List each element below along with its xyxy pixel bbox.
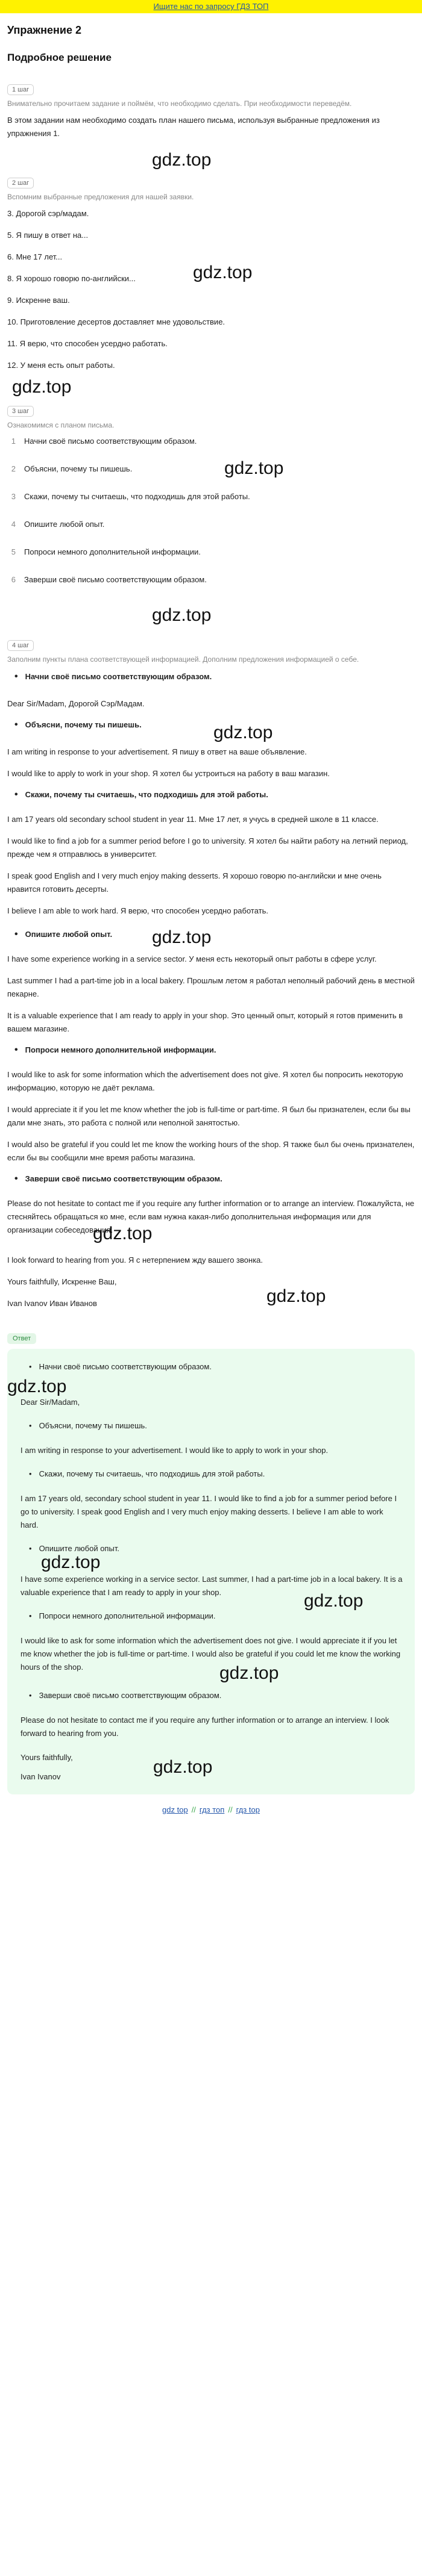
plan-point bbox=[29, 1610, 403, 1622]
plan-item bbox=[7, 574, 415, 586]
search-banner-link[interactable]: Ищите нас по запросу ГДЗ ТОП bbox=[153, 2, 269, 11]
plan-point-text: Попроси немного дополнительной информации. bbox=[39, 1611, 216, 1620]
step-badge: 1 шаг bbox=[7, 84, 34, 95]
plan-item-text: Попроси немного дополнительной информации. bbox=[24, 547, 201, 556]
list-item-text: 8. Я хорошо говорю по-английски... bbox=[7, 274, 136, 283]
watermark: gdz.top bbox=[213, 723, 273, 742]
plan-item bbox=[7, 518, 415, 530]
watermark: gdz.top bbox=[152, 927, 212, 947]
paragraph bbox=[7, 1286, 415, 1310]
plan-item-number: 4 bbox=[11, 520, 16, 529]
plan-point bbox=[29, 1690, 403, 1702]
paragraph: I would like to find a job for a summer period before I go to university. Я хотел бы найти работу на летний период, прежде чем я отправлюсь в университет. bbox=[7, 836, 408, 859]
plan-item-number: 1 bbox=[11, 437, 16, 446]
paragraph: I have some experience working in a service sector. У меня есть некоторый опыт работы в сфере услуг. bbox=[7, 954, 377, 963]
list-item: 10. Приготовление десертов доставляет мне удовольствие. bbox=[7, 317, 225, 326]
plan-point-text: Скажи, почему ты считаешь, что подходишь для этой работы. bbox=[39, 1469, 265, 1478]
step-text: В этом задании нам необходимо создать план нашего письма, используя выбранные предложения из упражнения 1. bbox=[7, 116, 380, 138]
plan-point-text: Объясни, почему ты пишешь. bbox=[39, 1421, 147, 1430]
plan-point-text: Начни своё письмо соответствующим образом. bbox=[25, 672, 212, 681]
footer-link[interactable]: gdz top bbox=[162, 1805, 188, 1814]
watermark: gdz.top bbox=[93, 1224, 153, 1243]
paragraph: Last summer I had a part-time job in a local bakery. Прошлым летом я работал неполный рабочий день в местной пекарне. bbox=[7, 976, 415, 998]
paragraph: Dear Sir/Madam, bbox=[20, 1398, 80, 1407]
watermark-row bbox=[7, 1224, 415, 1254]
plan-point-text: Объясни, почему ты пишешь. bbox=[25, 720, 142, 729]
bullet-icon: • bbox=[14, 789, 18, 800]
plan-point bbox=[29, 1468, 403, 1480]
paragraph: I am writing in response to your advertisement. Я пишу в ответ на ваше объявление. bbox=[7, 747, 307, 756]
paragraph: I believe I am able to work hard. Я верю, что способен усердно работать. bbox=[7, 906, 269, 915]
bullet-icon: • bbox=[29, 1469, 32, 1478]
watermark: gdz.top bbox=[7, 1377, 67, 1396]
list-item: 3. Дорогой сэр/мадам. bbox=[7, 209, 89, 218]
watermark: gdz.top bbox=[12, 377, 72, 397]
step-hint: Заполним пункты плана соответствующей информацией. Дополним предложения информацией о себе. bbox=[7, 655, 359, 664]
watermark-row bbox=[7, 377, 415, 401]
bullet-icon: • bbox=[14, 929, 18, 939]
paragraph: I speak good English and I very much enjoy making desserts. Я хорошо говорю по-английски и мне очень нравится готовить десерты. bbox=[7, 871, 382, 894]
step-hint: Внимательно прочитаем задание и поймём, что необходимо сделать. При необходимости переведём. bbox=[7, 99, 352, 108]
list-item: 11. Я верю, что способен усердно работать. bbox=[7, 339, 168, 348]
bullet-icon: • bbox=[29, 1544, 32, 1553]
plan-point bbox=[14, 1173, 415, 1185]
plan-point bbox=[14, 927, 415, 947]
paragraph bbox=[20, 1573, 403, 1611]
plan-item-number: 6 bbox=[11, 575, 16, 584]
plan-item bbox=[7, 491, 415, 503]
paragraph: I am writing in response to your advertisement. I would like to apply to work in your shop. bbox=[20, 1446, 329, 1455]
plan-point-text: Опишите любой опыт. bbox=[25, 930, 113, 939]
bullet-icon: • bbox=[14, 1045, 18, 1055]
paragraph: I am 17 years old secondary school student in year 11. Мне 17 лет, я учусь в средней школе в 11 классе. bbox=[7, 815, 379, 824]
bullet-icon: • bbox=[29, 1691, 32, 1700]
watermark-row bbox=[7, 1377, 403, 1396]
plan-item-text: Опишите любой опыт. bbox=[24, 520, 105, 529]
plan-item bbox=[7, 435, 415, 447]
paragraph-text: I have some experience working in a service sector. Last summer, I had a part-time job in a local bakery. It is a valuable experience that I am ready to apply in your shop. bbox=[20, 1575, 403, 1597]
bullet-icon: • bbox=[29, 1611, 32, 1620]
paragraph: I would like to apply to work in your shop. Я хотел бы устроиться на работу в ваш магазин. bbox=[7, 769, 330, 778]
paragraph: I would also be grateful if you could let me know the working hours of the shop. Я также был бы очень признателен, если бы вы сообщили мне время работы магазина. bbox=[7, 1140, 415, 1162]
plan-point-text: Заверши своё письмо соответствующим образом. bbox=[39, 1691, 222, 1700]
watermark: gdz.top bbox=[41, 1552, 101, 1572]
step-badge: 3 шаг bbox=[7, 406, 34, 417]
page-title: Упражнение 2 bbox=[7, 24, 81, 36]
watermark: gdz.top bbox=[304, 1591, 364, 1611]
list-item: 5. Я пишу в ответ на... bbox=[7, 231, 89, 240]
paragraph-text: I would like to ask for some information which the advertisement does not give. I would appreciate it if you let me know whether the job is full-time or part-time. I would also be grateful if you could let me know the working hours of the shop. bbox=[20, 1636, 401, 1672]
paragraph bbox=[20, 1634, 403, 1683]
plan-point bbox=[29, 1543, 403, 1572]
plan-item bbox=[7, 458, 415, 478]
paragraph-text: Ivan Ivanov Иван Иванов bbox=[7, 1299, 97, 1308]
answer-box bbox=[7, 1349, 415, 1794]
plan-point bbox=[14, 719, 415, 742]
list-item: 12. У меня есть опыт работы. bbox=[7, 361, 115, 370]
paragraph: Yours faithfully, bbox=[20, 1753, 73, 1762]
answer-badge: Ответ bbox=[7, 1333, 36, 1344]
step-hint: Вспомним выбранные предложения для нашей заявки. bbox=[7, 193, 194, 201]
step-hint: Ознакомимся с планом письма. bbox=[7, 421, 115, 429]
plan-point-text: Начни своё письмо соответствующим образом. bbox=[39, 1362, 212, 1371]
step-badge: 4 шаг bbox=[7, 640, 34, 651]
footer-link[interactable]: гдз top bbox=[236, 1805, 260, 1814]
plan-item-text: Начни своё письмо соответствующим образом. bbox=[24, 437, 197, 446]
plan-item-number: 3 bbox=[11, 492, 16, 501]
content bbox=[0, 24, 422, 1822]
watermark-row bbox=[7, 149, 415, 173]
bullet-icon: • bbox=[14, 671, 18, 682]
plan-item-number: 2 bbox=[11, 464, 16, 473]
footer bbox=[7, 1800, 415, 1822]
plan-point bbox=[29, 1361, 403, 1373]
footer-separator: // bbox=[228, 1805, 233, 1814]
paragraph: I am 17 years old, secondary school student in year 11. I would like to find a job for a summer period before I go to university. I speak good English and I very much enjoy making desserts. I believe I am able to work hard. bbox=[20, 1494, 397, 1529]
plan-point-text: Опишите любой опыт. bbox=[39, 1544, 119, 1553]
search-banner bbox=[0, 0, 422, 13]
paragraph: Please do not hesitate to contact me if you require any further information or to arrange an interview. Пожалуйста, не стесняйтесь обращаться ко мне, если вам нужна какая-либо дополнительная информация или для организации собеседования. bbox=[7, 1199, 415, 1234]
plan-item-text: Заверши своё письмо соответствующим образом. bbox=[24, 575, 207, 584]
section-title: Подробное решение bbox=[7, 52, 112, 63]
watermark: gdz.top bbox=[152, 150, 212, 170]
bullet-icon: • bbox=[14, 1174, 18, 1184]
list-item: 6. Мне 17 лет... bbox=[7, 252, 63, 261]
plan-point bbox=[14, 789, 415, 801]
paragraph: It is a valuable experience that I am ready to apply in your shop. Это ценный опыт, который я готов применить в вашем магазине. bbox=[7, 1011, 403, 1033]
plan-item bbox=[7, 546, 415, 558]
plan-item-text: Скажи, почему ты считаешь, что подходишь для этой работы. bbox=[24, 492, 250, 501]
plan-point-text: Скажи, почему ты считаешь, что подходишь для этой работы. bbox=[25, 790, 268, 799]
paragraph: I look forward to hearing from you. Я с нетерпением жду вашего звонка. bbox=[7, 1255, 263, 1265]
bullet-icon: • bbox=[14, 720, 18, 730]
bullet-icon: • bbox=[29, 1362, 32, 1371]
plan-point-text: Заверши своё письмо соответствующим образом. bbox=[25, 1174, 222, 1183]
paragraph: Please do not hesitate to contact me if you require any further information or to arrange an interview. I look forward to hearing from you. bbox=[20, 1716, 389, 1738]
footer-link[interactable]: гдз топ bbox=[199, 1805, 225, 1814]
paragraph: I would like to ask for some information which the advertisement does not give. Я хотел бы попросить некоторую информацию, которую не даёт реклама. bbox=[7, 1070, 403, 1092]
paragraph: Dear Sir/Madam, Дорогой Сэр/Мадам. bbox=[7, 699, 145, 708]
plan-point-text: Попроси немного дополнительной информации. bbox=[25, 1045, 216, 1054]
plan-point bbox=[14, 671, 415, 683]
paragraph: Yours faithfully, Искренне Ваш, bbox=[7, 1277, 117, 1286]
bullet-icon: • bbox=[29, 1421, 32, 1430]
watermark: gdz.top bbox=[266, 1286, 326, 1306]
watermark: gdz.top bbox=[152, 605, 212, 625]
plan-item-text: Объясни, почему ты пишешь. bbox=[24, 464, 133, 473]
paragraph-text: Ivan Ivanov bbox=[20, 1772, 61, 1781]
list-item bbox=[7, 263, 415, 285]
watermark: gdz.top bbox=[153, 1757, 213, 1777]
watermark: gdz.top bbox=[193, 263, 253, 282]
watermark: gdz.top bbox=[224, 458, 284, 478]
footer-separator: // bbox=[191, 1805, 196, 1814]
watermark-row bbox=[7, 602, 415, 635]
plan-item-number: 5 bbox=[11, 547, 16, 556]
plan-list bbox=[7, 435, 415, 586]
watermark: gdz.top bbox=[219, 1663, 279, 1683]
step-badge: 2 шаг bbox=[7, 178, 34, 188]
paragraph: I would appreciate it if you let me know whether the job is full-time or part-time. Я был бы признателен, если бы вы дали мне знать, это работа с полной или неполной занятостью. bbox=[7, 1105, 411, 1127]
plan-point bbox=[14, 1044, 415, 1056]
list-item: 9. Искренне ваш. bbox=[7, 296, 70, 305]
plan-point bbox=[29, 1420, 403, 1432]
